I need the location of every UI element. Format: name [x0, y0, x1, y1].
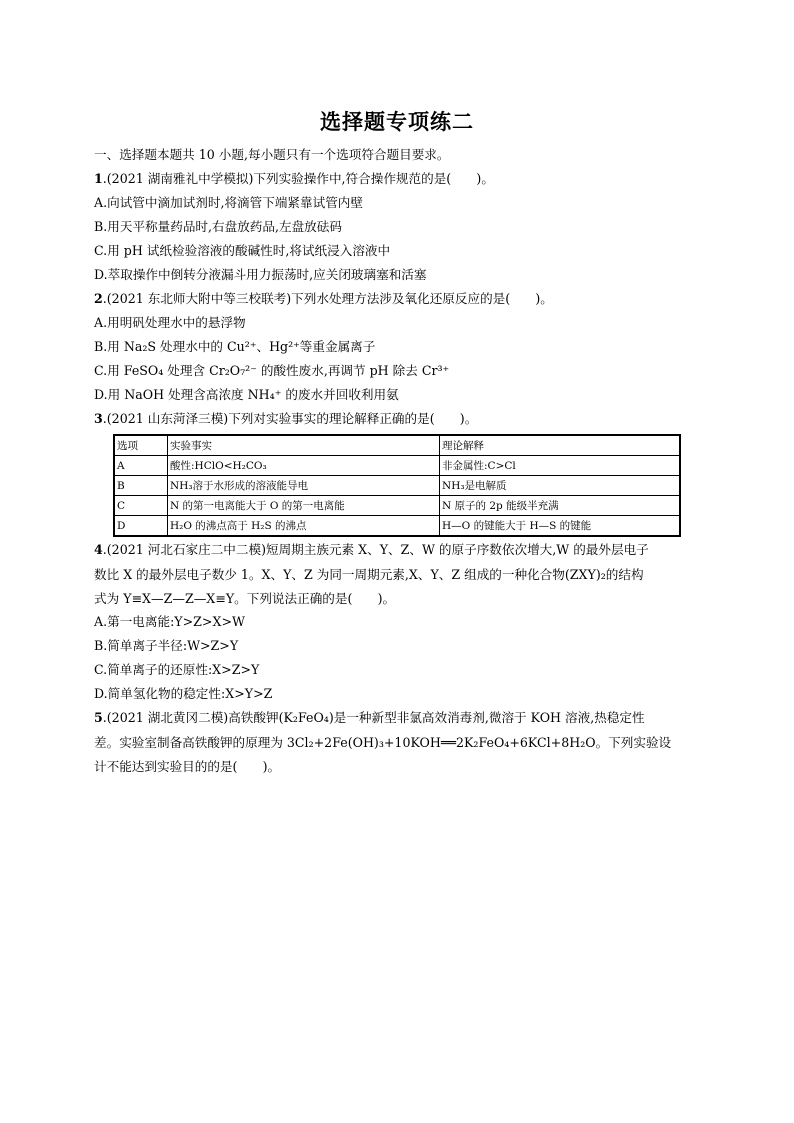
- table-cell: A: [114, 456, 168, 476]
- table-cell: N 原子的 2p 能级半充满: [440, 496, 681, 516]
- table-header-cell: 实验事实: [168, 435, 440, 456]
- table-header-row: [114, 435, 680, 456]
- table-cell: NH₃溶于水形成的溶液能导电: [168, 476, 440, 496]
- question-2-option-b: B.用 Na₂S 处理水中的 Cu²⁺、Hg²⁺等重金属离子: [94, 339, 376, 354]
- question-number: 5: [94, 710, 103, 725]
- table-cell: H₂O 的沸点高于 H₂S 的沸点: [168, 516, 440, 537]
- table-cell: H—O 的键能大于 H—S 的键能: [440, 516, 681, 537]
- question-1-option-d: D.萃取操作中倒转分液漏斗用力振荡时,应关闭玻璃塞和活塞: [94, 267, 427, 282]
- page-title: 选择题专项练二: [320, 110, 474, 134]
- question-5-stem: [94, 709, 645, 727]
- table-cell: N 的第一电离能大于 O 的第一电离能: [168, 496, 440, 516]
- question-number: 4: [94, 542, 103, 557]
- question-text: .(2021 东北师大附中等三校联考)下列水处理方法涉及氧化还原反应的是( )。: [102, 291, 553, 306]
- question-2-option-a: A.用明矾处理水中的悬浮物: [94, 315, 246, 330]
- question-text: .(2021 湖南雅礼中学模拟)下列实验操作中,符合操作规范的是( )。: [102, 171, 494, 186]
- question-4-option-a: A.第一电离能:Y>Z>X>W: [94, 614, 245, 629]
- question-number: 2: [94, 291, 103, 306]
- question-4-stem: [94, 541, 649, 559]
- question-4-option-c: C.简单离子的还原性:X>Z>Y: [94, 662, 260, 677]
- question-3-table: [113, 434, 681, 537]
- question-number: 3: [94, 411, 103, 426]
- table-cell: NH₃是电解质: [440, 476, 681, 496]
- table-cell: 非金属性:C>Cl: [440, 456, 681, 476]
- table-header-cell: 选项: [114, 435, 168, 456]
- table-cell: D: [114, 516, 168, 537]
- question-text: .(2021 湖北黄冈二模)高铁酸钾(K₂FeO₄)是一种新型非氯高效消毒剂,微溶于 KOH 溶液,热稳定性: [102, 710, 645, 725]
- question-3-stem: [94, 410, 477, 428]
- table-row: [114, 516, 680, 537]
- question-2-option-c: C.用 FeSO₄ 处理含 Cr₂O₇²⁻ 的酸性废水,再调节 pH 除去 Cr³⁺: [94, 363, 450, 378]
- question-number: 1: [94, 171, 103, 186]
- question-5-stem-line-3: 计不能达到实验目的的是( )。: [94, 759, 281, 774]
- table-row: [114, 496, 680, 516]
- table-row: [114, 476, 680, 496]
- table-row: [114, 456, 680, 476]
- table-header-cell: 理论解释: [440, 435, 681, 456]
- section-instruction: 一、选择题本题共 10 小题,每小题只有一个选项符合题目要求。: [94, 147, 450, 162]
- question-1-stem: [94, 170, 494, 188]
- question-2-stem: [94, 290, 553, 308]
- question-1-option-a: A.向试管中滴加试剂时,将滴管下端紧靠试管内壁: [94, 195, 363, 210]
- question-2-option-d: D.用 NaOH 处理含高浓度 NH₄⁺ 的废水并回收利用氨: [94, 387, 399, 402]
- question-4-stem-line-3: 式为 Y≡X—Z—Z—X≡Y。下列说法正确的是( )。: [94, 591, 396, 606]
- question-1-option-b: B.用天平称量药品时,右盘放药品,左盘放砝码: [94, 219, 342, 234]
- table-cell: 酸性:HClO<H₂CO₃: [168, 456, 440, 476]
- question-5-stem-line-2: 差。实验室制备高铁酸钾的原理为 3Cl₂+2Fe(OH)₃+10KOH══2K₂FeO₄+6KCl+8H₂O。下列实验设: [94, 735, 672, 750]
- question-4-stem-line-2: 数比 X 的最外层电子数少 1。X、Y、Z 为同一周期元素,X、Y、Z 组成的一种化合物(ZXY)₂的结构: [94, 567, 644, 582]
- question-4-option-b: B.简单离子半径:W>Z>Y: [94, 638, 239, 653]
- question-text: .(2021 山东菏泽三模)下列对实验事实的理论解释正确的是( )。: [102, 411, 478, 426]
- question-1-option-c: C.用 pH 试纸检验溶液的酸碱性时,将试纸浸入溶液中: [94, 243, 391, 258]
- question-text: .(2021 河北石家庄二中二模)短周期主族元素 X、Y、Z、W 的原子序数依次增大,W 的最外层电子: [102, 542, 649, 557]
- table-cell: B: [114, 476, 168, 496]
- table-cell: C: [114, 496, 168, 516]
- question-4-option-d: D.简单氢化物的稳定性:X>Y>Z: [94, 686, 273, 701]
